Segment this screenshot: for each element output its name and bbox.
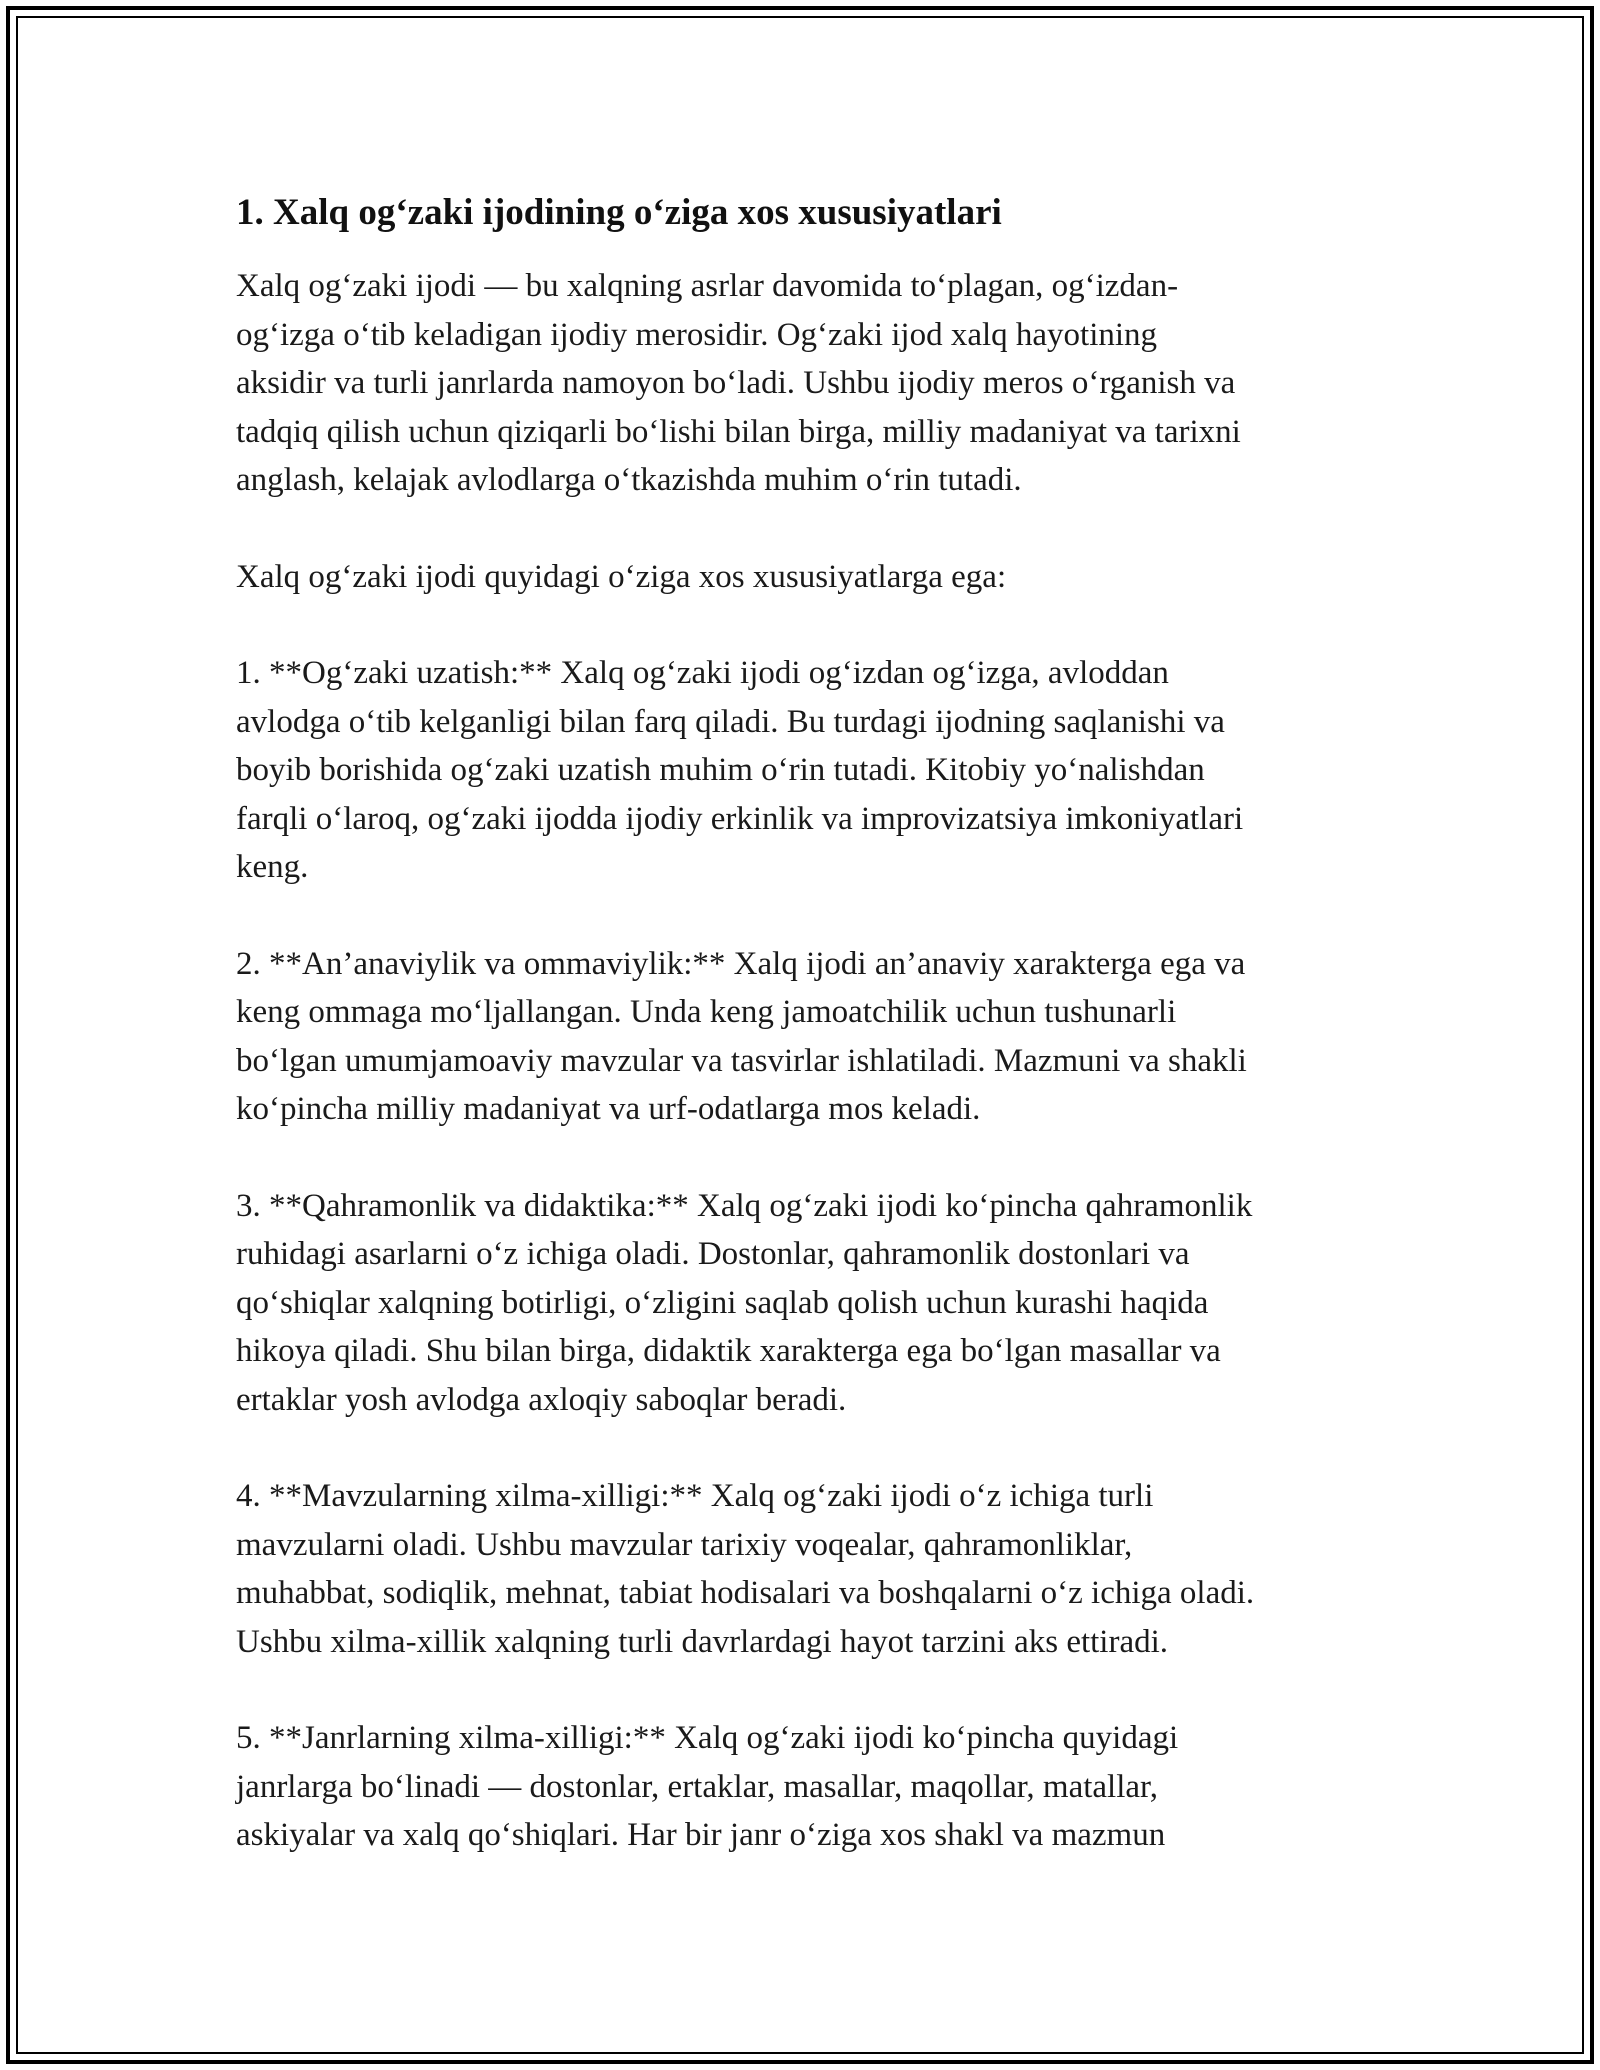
intro-paragraph: Xalq og‘zaki ijodi — bu xalqning asrlar davomida to‘plagan, og‘izdan- og‘izga o‘tib keladigan ijodiy merosidir. Og‘zaki ijod xalq hayotining aksidir va turli janrlarda namoyon bo‘ladi. Ushbu ijodiy meros o‘rganish va tadqiq qilish uchun qiziqarli bo‘lishi bilan birga, milliy madaniyat va tarixni anglash, kelajak avlodlarga o‘tkazishda muhim o‘rin tutadi. bbox=[236, 268, 1241, 498]
list-item-heroism: 3. **Qahramonlik va didaktika:** Xalq og‘zaki ijodi ko‘pincha qahramonlik ruhidagi asarlarni o‘z ichiga oladi. Dostonlar, qahramonlik dostonlari va qo‘shiqlar xalqning botirligi, o‘zligini saqlab qolish uchun kurashi haqida hikoya qiladi. Shu bilan birga, didaktik xarakterga ega bo‘lgan masallar va ertaklar yosh avlodga axloqiy saboqlar beradi. bbox=[236, 1187, 1253, 1418]
lead-paragraph: Xalq og‘zaki ijodi quyidagi o‘ziga xos xususiyatlarga ega: bbox=[236, 558, 1007, 595]
list-item-oral-transmission: 1. **Og‘zaki uzatish:** Xalq og‘zaki ijodi og‘izdan og‘izga, avloddan avlodga o‘tib kelganligi bilan farq qiladi. Bu turdagi ijodning saqlanishi va boyib borishida og‘zaki uzatish muhim o‘rin tutadi. Kitobiy yo‘nalishdan farqli o‘laroq, og‘zaki ijodda ijodiy erkinlik va improvizatsiya imkoniyatlari keng. bbox=[236, 655, 1244, 885]
document-body bbox=[236, 186, 1376, 1860]
page-title: 1. Xalq og‘zaki ijodining o‘ziga xos xususiyatlari bbox=[236, 192, 1002, 233]
list-item-themes: 4. **Mavzularning xilma-xilligi:** Xalq og‘zaki ijodi o‘z ichiga turli mavzularni oladi. Ushbu mavzular tarixiy voqealar, qahramonliklar, muhabbat, sodiqlik, mehnat, tabiat hodisalari va boshqalarni o‘z ichiga oladi. Ushbu xilma-xillik xalqning turli davrlardagi hayot tarzini aks ettiradi. bbox=[236, 1478, 1255, 1660]
list-item-genres: 5. **Janrlarning xilma-xilligi:** Xalq og‘zaki ijodi ko‘pincha quyidagi janrlarga bo‘linadi — dostonlar, ertaklar, masallar, maqollar, matallar, askiyalar va xalq qo‘shiqlari. Har bir janr o‘ziga xos shakl va mazmun bbox=[236, 1720, 1179, 1853]
list-item-tradition: 2. **An’anaviylik va ommaviylik:** Xalq ijodi an’anaviy xarakterga ega va keng ommaga mo‘ljallangan. Unda keng jamoatchilik uchun tushunarli bo‘lgan umumjamoaviy mavzular va tasvirlar ishlatiladi. Mazmuni va shakli ko‘pincha milliy madaniyat va urf-odatlarga mos keladi. bbox=[236, 945, 1247, 1127]
